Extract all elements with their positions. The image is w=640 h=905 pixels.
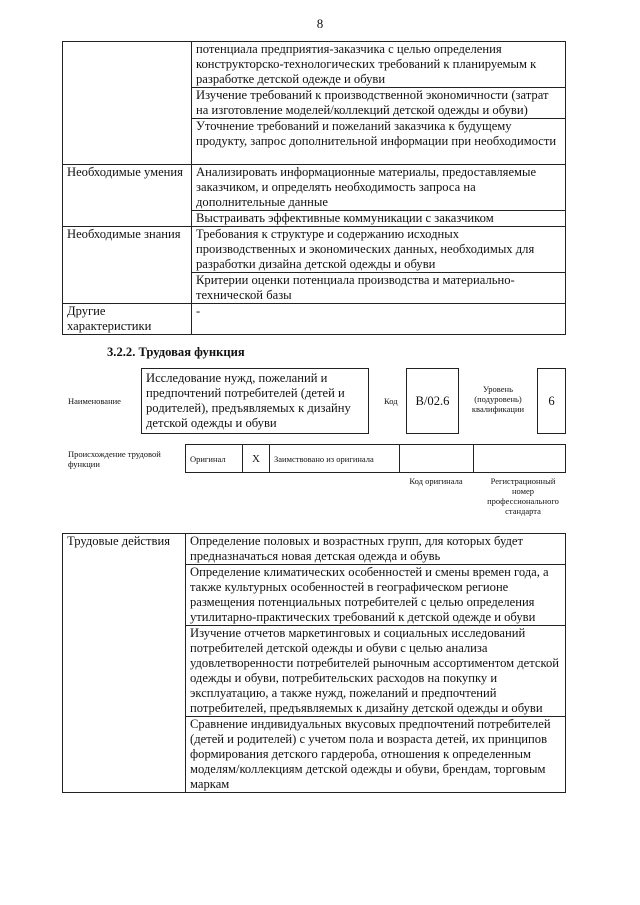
table-cell: Сравнение индивидуальных вкусовых предпочтений потребителей (детей и родителей) с учетом пола и возраста детей, их принципов формирования детского гардероба, отношения к определенным моделям/коллекциям детской одежды и обуви, брендам, торговым маркам bbox=[186, 717, 566, 793]
original-mark: X bbox=[243, 445, 270, 473]
origin-label: Происхождение трудовой функции bbox=[68, 449, 161, 469]
labor-actions-table bbox=[62, 533, 566, 793]
table-row bbox=[186, 445, 566, 473]
row-label-empty bbox=[63, 42, 192, 165]
table-cell: Выстраивать эффективные коммуникации с заказчиком bbox=[192, 211, 566, 227]
row-label-other: Другие характеристики bbox=[63, 304, 192, 335]
borrowed-label: Заимствовано из оригинала bbox=[270, 445, 400, 473]
table-row bbox=[63, 165, 566, 211]
function-name: Исследование нужд, пожеланий и предпочтений потребителей (детей и родителей), предъявляемых к дизайну детской одежды и обуви bbox=[141, 368, 369, 434]
origin-table bbox=[185, 444, 566, 473]
competency-table bbox=[62, 41, 566, 335]
name-label: Наименование bbox=[68, 396, 121, 406]
level-label: Уровень (подуровень) квалификации bbox=[471, 384, 525, 414]
original-label: Оригинал bbox=[186, 445, 243, 473]
table-row bbox=[63, 534, 566, 565]
reg-number-caption: Регистрационный номер профессионального стандарта bbox=[487, 476, 559, 516]
table-cell: Изучение отчетов маркетинговых и социальных исследований потребителей детской одежды и обуви с целью анализа удовлетворенности потребителей рыночным ассортиментом детской одежды и обуви, потребительских расходов на покупку и эксплуатацию, а также нужд, пожеланий и предпочтений потребителей, предъявляемых к дизайну детской одежды и обуви bbox=[186, 626, 566, 717]
table-cell: Изучение требований к производственной экономичности (затрат на изготовление моделей/коллекций детской одежды и обуви) bbox=[192, 88, 566, 119]
table-cell: Требования к структуре и содержанию исходных производственных и экономических данных, необходимых для разработки дизайна детской одежды и обуви bbox=[192, 227, 566, 273]
page-number: 8 bbox=[316, 16, 324, 31]
table-cell: Определение половых и возрастных групп, для которых будет предназначаться новая детская одежда и обувь bbox=[186, 534, 566, 565]
code-original-cell bbox=[400, 445, 474, 473]
table-cell: - bbox=[192, 304, 566, 335]
code-label: Код bbox=[384, 396, 398, 406]
section-title: 3.2.2. Трудовая функция bbox=[107, 345, 245, 359]
table-cell: Уточнение требований и пожеланий заказчика к будущему продукту, запрос дополнительной информации при необходимости bbox=[192, 119, 566, 165]
reg-number-cell bbox=[474, 445, 566, 473]
table-cell: потенциала предприятия-заказчика с целью определения конструкторско-технологических требований к планируемым к разработке детской одежде и обуви bbox=[192, 42, 566, 88]
table-row bbox=[63, 227, 566, 273]
qualification-level: 6 bbox=[537, 368, 566, 434]
table-cell: Анализировать информационные материалы, предоставляемые заказчиком, и определять необходимость запроса на дополнительные данные bbox=[192, 165, 566, 211]
code-original-caption: Код оригинала bbox=[409, 476, 463, 486]
row-label-actions: Трудовые действия bbox=[63, 534, 186, 793]
table-cell: Определение климатических особенностей и смены времен года, а также культурных особенностей в географическом регионе размещения потенциальных потребителей с целью определения утилитарно-практических требований к детской одежде и обуви bbox=[186, 565, 566, 626]
table-cell: Критерии оценки потенциала производства и материально-технической базы bbox=[192, 273, 566, 304]
function-code: B/02.6 bbox=[406, 368, 459, 434]
row-label-knowledge: Необходимые знания bbox=[63, 227, 192, 304]
table-row bbox=[63, 304, 566, 335]
row-label-skills: Необходимые умения bbox=[63, 165, 192, 227]
table-row bbox=[63, 42, 566, 88]
